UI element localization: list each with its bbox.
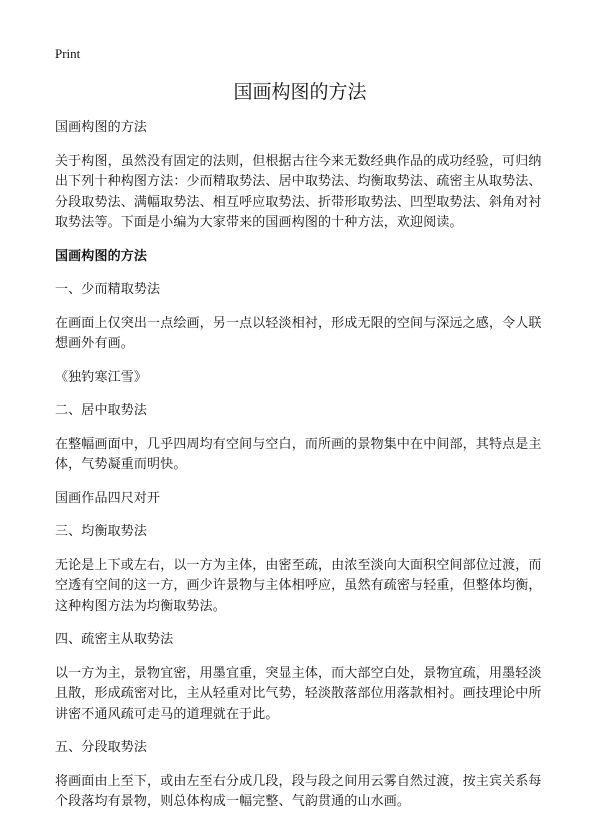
method-heading-5: 五、分段取势法: [55, 740, 148, 755]
method-heading-3: 三、均衡取势法: [55, 524, 148, 539]
method-text-1: 在画面上仅突出一点绘画，另一点以轻淡相衬，形成无限的空间与深远之感，令人联想画外有画。: [55, 315, 542, 351]
section-heading-bold: 国画构图的方法: [55, 248, 148, 264]
method-text-5: 将画面由上至下，或由左至右分成几段，段与段之间用云雾自然过渡，按主宾关系每个段落均有景物，则总体构成一幅完整、气韵贯通的山水画。: [55, 773, 542, 809]
paragraph-intro: 关于构图，虽然没有固定的法则，但根据古往今来无数经典作品的成功经验，可归纳出下列十种构图方法：少而精取势法、居中取势法、均衡取势法、疏密主从取势法、分段取势法、满幅取势法、相互呼应取势法、折带形取势法、凹型取势法、斜角对衬取势法等。下面是小编为大家带来的国画构图的十种方法，欢迎阅读。: [55, 153, 542, 230]
method-heading-2: 二、居中取势法: [55, 403, 148, 418]
artwork-caption-1: 《独钓寒江雪》: [55, 369, 148, 385]
article-body: [55, 118, 549, 826]
method-text-2: 在整幅画面中，几乎四周均有空间与空白，而所画的景物集中在中间部，其特点是主体，气势凝重而明快。: [55, 436, 542, 472]
method-heading-4: 四、疏密主从取势法: [55, 632, 174, 647]
method-text-4: 以一方为主，景物宜密，用墨宜重，突显主体，而大部空白处，景物宜疏，用墨轻淡且散，形成疏密对比，主从轻重对比气势，轻淡散落部位用落款相衬。画技理论中所讲密不通风疏可走马的道理就在于此。: [55, 665, 542, 722]
method-text-3: 无论是上下或左右，以一方为主体，由密至疏，由浓至淡向大面积空间部位过渡，而空透有空间的这一方，画少许景物与主体相呼应，虽然有疏密与轻重，但整体均衡，这种构图方法为均衡取势法。: [55, 557, 542, 614]
print-label: Print: [55, 46, 81, 61]
method-heading-1: 一、少而精取势法: [55, 282, 161, 297]
artwork-caption-2: 国画作品四尺对开: [55, 490, 161, 506]
paragraph-subtitle: 国画构图的方法: [55, 120, 148, 135]
document-title: 国画构图的方法: [233, 81, 367, 103]
